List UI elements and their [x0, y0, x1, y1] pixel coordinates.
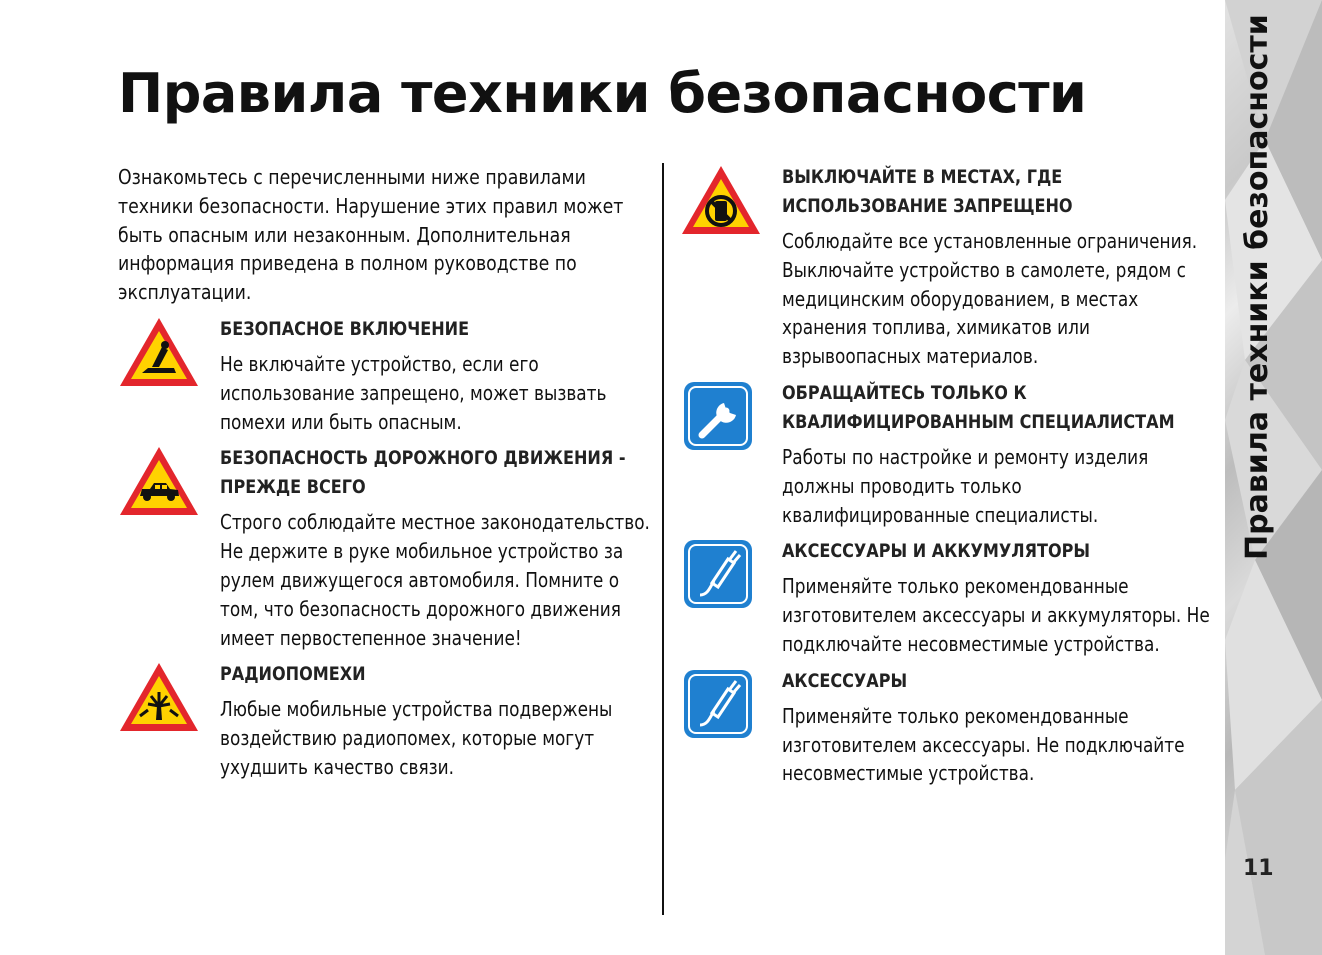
item-heading: АКСЕССУАРЫ [782, 669, 908, 692]
item-text: Соблюдайте все установленные ограничения. Выключайте устройство в самолете, рядом с медицинским оборудованием, в местах хранения топлива, химикатов или взрывоопасных материалов. [782, 229, 1198, 369]
item-heading: РАДИОПОМЕХИ [220, 663, 366, 686]
sidebar-chapter-title: Правила техники безопасности [1240, 14, 1275, 560]
item-heading: БЕЗОПАСНОЕ ВКЛЮЧЕНИЕ [220, 317, 470, 340]
wrench-service-icon [680, 379, 762, 453]
battery-connector-icon [680, 537, 762, 611]
safety-item-switch-on [118, 315, 653, 436]
safety-item-switch-off [680, 163, 1215, 371]
item-heading: БЕЗОПАСНОСТЬ ДОРОЖНОГО ДВИЖЕНИЯ - ПРЕЖДЕ ВСЕГО [220, 447, 626, 499]
item-text: Не включайте устройство, если его использование запрещено, может вызвать помехи или быть опасным. [220, 351, 607, 434]
item-text: Строго соблюдайте местное законодательство. Не держите в руке мобильное устройство за рулем движущегося автомобиля. Помните о том, что безопасность дорожного движения имеет первостепенное значение! [220, 510, 650, 650]
accessory-connector-icon [680, 667, 762, 741]
left-column [118, 163, 653, 790]
safety-item-accessories-batteries [680, 537, 1215, 658]
item-text: Любые мобильные устройства подвержены воздействию радиопомех, которые могут ухудшить качество связи. [220, 697, 613, 779]
switch-off-restricted-areas-icon [680, 163, 762, 237]
item-text: Работы по настройке и ремонту изделия должны проводить только квалифицированные специалисты. [782, 444, 1149, 527]
page-number: 11 [1243, 856, 1274, 881]
interference-warning-icon [118, 660, 200, 734]
item-heading: АКСЕССУАРЫ И АККУМУЛЯТОРЫ [782, 540, 1091, 563]
item-heading: ОБРАЩАЙТЕСЬ ТОЛЬКО К КВАЛИФИЦИРОВАННЫМ СПЕЦИАЛИСТАМ [782, 381, 1175, 433]
road-safety-car-warning-icon [118, 444, 200, 518]
page-title: Правила техники безопасности [118, 62, 1087, 125]
safety-item-qualified-service [680, 379, 1215, 529]
item-heading: ВЫКЛЮЧАЙТЕ В МЕСТАХ, ГДЕ ИСПОЛЬЗОВАНИЕ ЗАПРЕЩЕНО [782, 166, 1073, 217]
safety-item-road-safety [118, 444, 653, 652]
switch-on-safely-warning-icon [118, 315, 200, 389]
right-column [680, 163, 1215, 796]
intro-paragraph: Ознакомьтесь с перечисленными ниже правилами техники безопасности. Нарушение этих правил может быть опасным или незаконным. Дополнительная информация приведена в полном руководстве по эксплуатации. [118, 165, 624, 305]
column-divider [662, 163, 664, 915]
item-text: Применяйте только рекомендованные изготовителем аксессуары. Не подключайте несовместимые устройства. [782, 703, 1185, 786]
item-text: Применяйте только рекомендованные изготовителем аксессуары и аккумуляторы. Не подключайте несовместимые устройства. [782, 574, 1210, 656]
safety-item-accessories [680, 667, 1215, 788]
safety-item-interference [118, 660, 653, 781]
